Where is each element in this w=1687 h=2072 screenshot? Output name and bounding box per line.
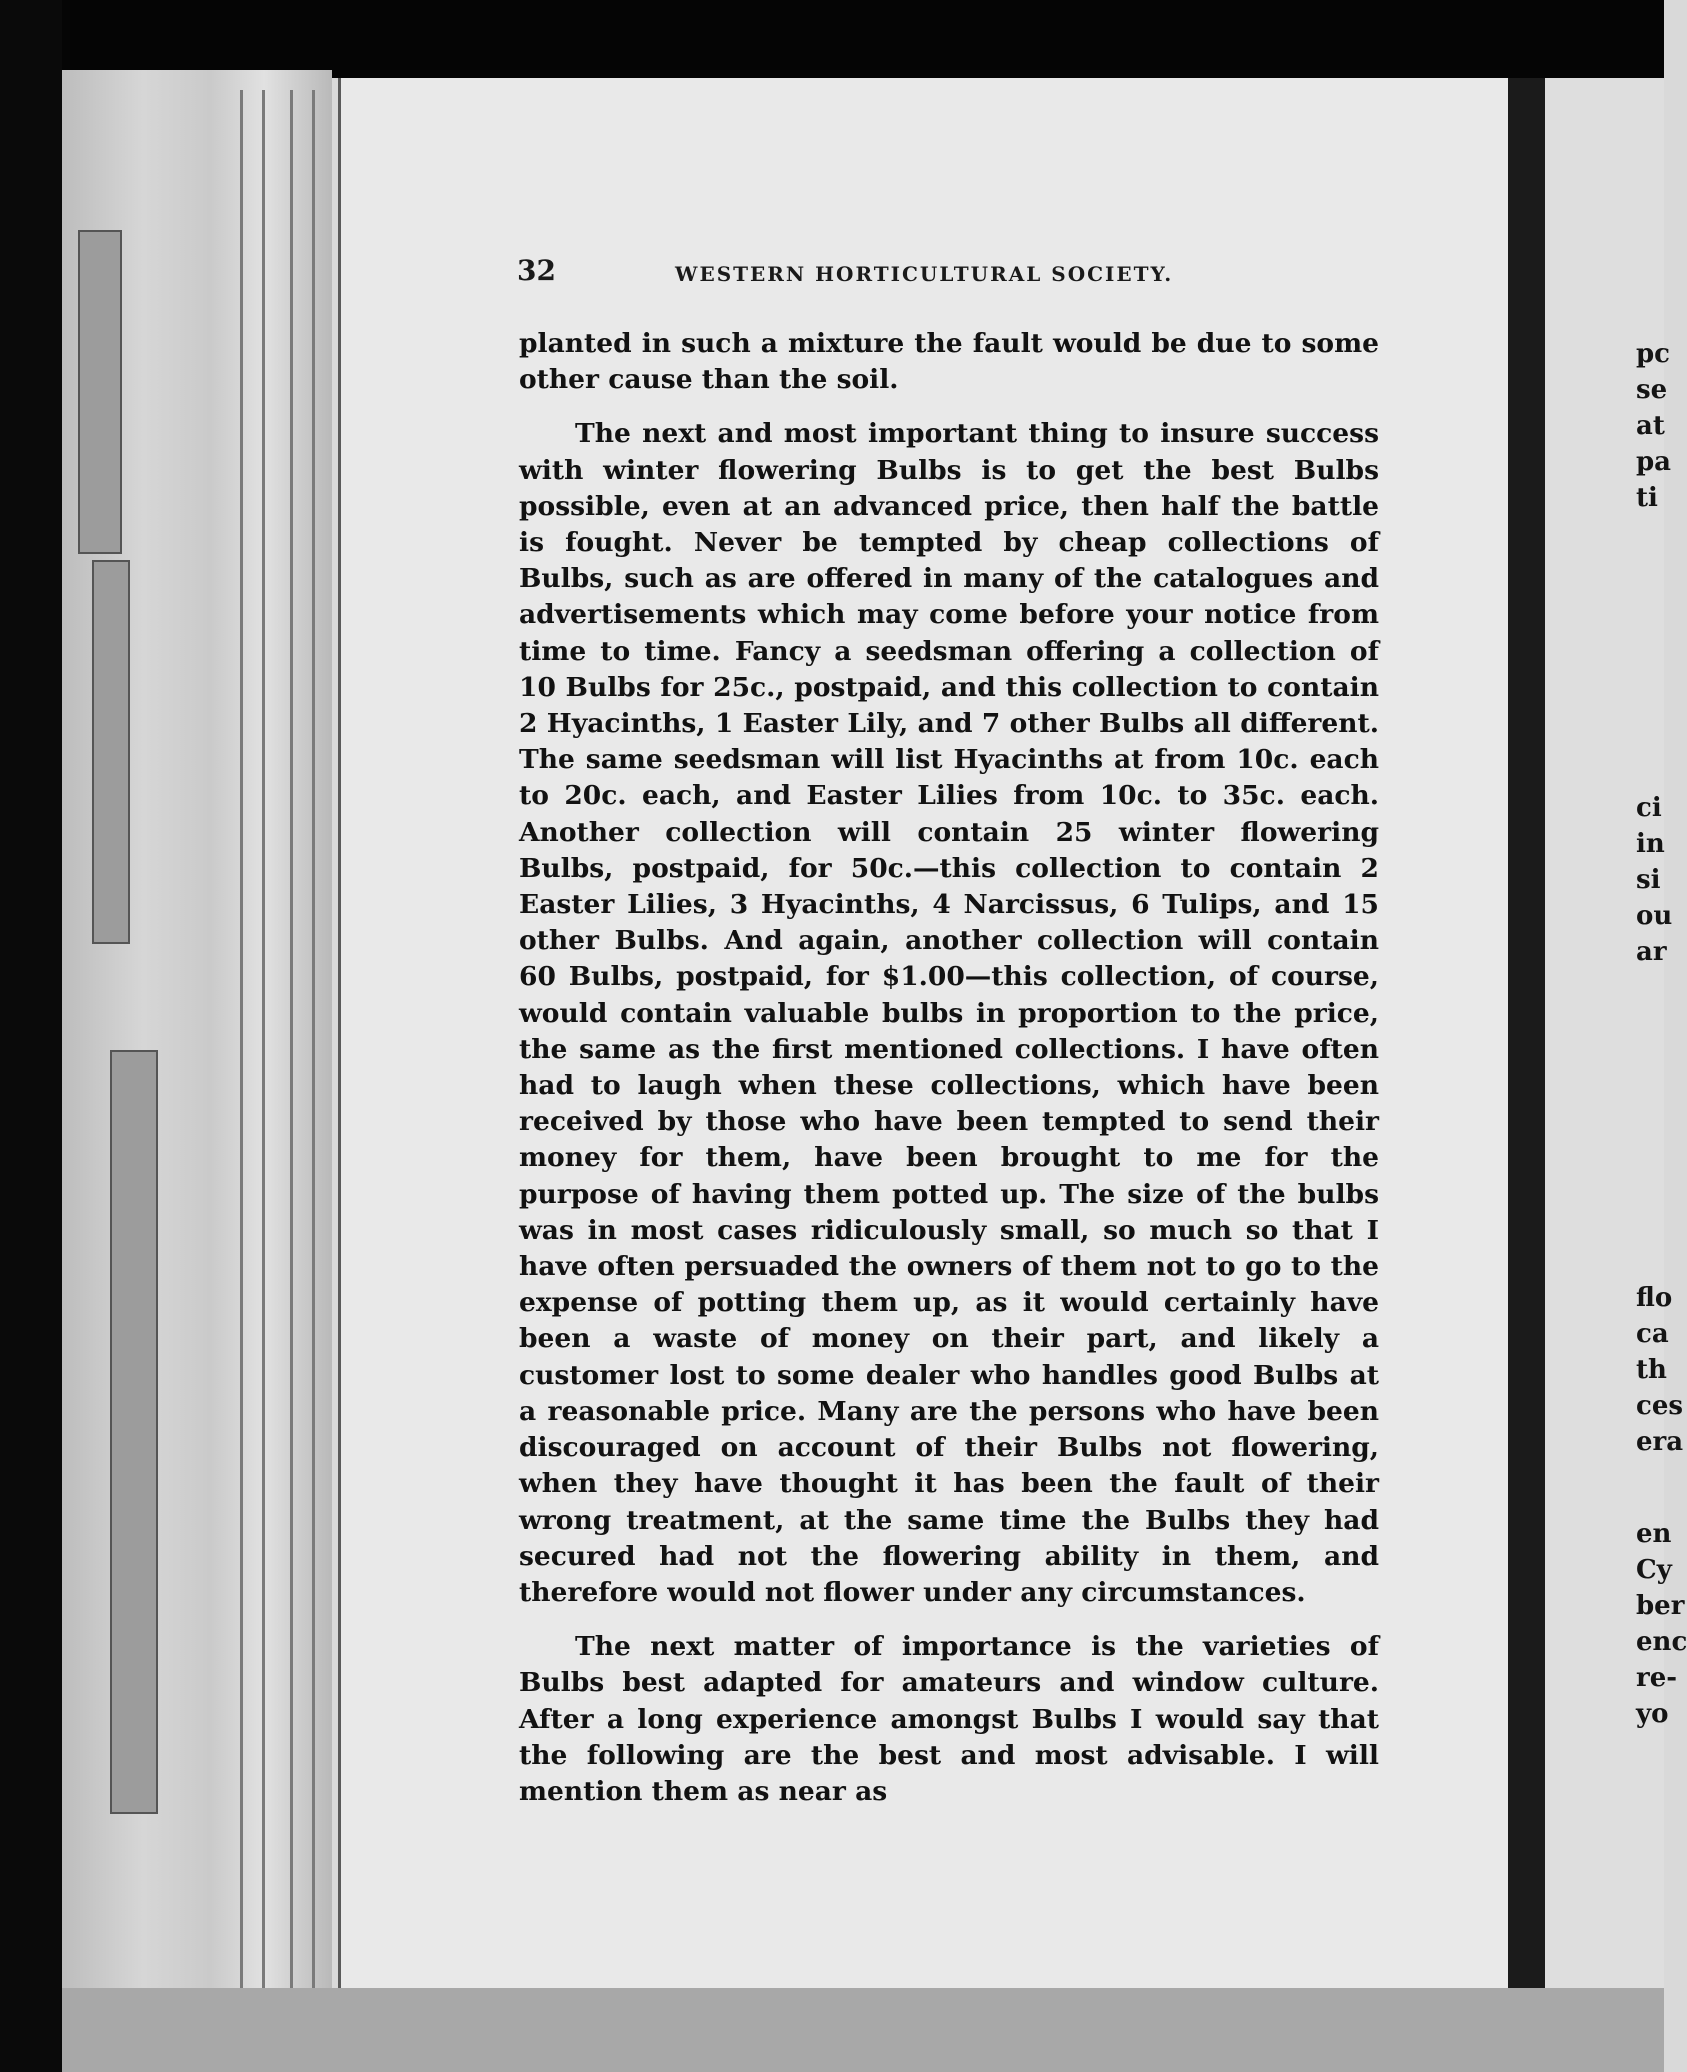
facing-page-text-fragment: ci in si ou ar — [1636, 793, 1673, 967]
torn-paper-strip — [78, 230, 122, 554]
page-edge-line — [290, 90, 293, 2025]
book-page — [338, 78, 1508, 1988]
paragraph: planted in such a mixture the fault would be due to some other cause than the soil. — [519, 328, 1379, 396]
scan-border-left — [0, 0, 62, 2072]
facing-page-text-fragment: pc se at pa ti — [1636, 339, 1672, 513]
torn-paper-strip — [110, 1050, 158, 1814]
scan-border-top — [0, 0, 1664, 78]
page-edge-line — [262, 90, 265, 2025]
torn-paper-strip — [92, 560, 130, 944]
page-number: 32 — [517, 254, 556, 287]
scan-border-bottom — [62, 1988, 1664, 2072]
page-edge-line — [240, 90, 243, 2025]
running-head: WESTERN HORTICULTURAL SOCIETY. — [675, 262, 1174, 286]
body-text — [519, 326, 1379, 1828]
page-edge-line — [312, 90, 315, 2025]
facing-page-text-fragment: flo ca th ces era — [1636, 1283, 1684, 1457]
paragraph: The next and most important thing to insure success with winter flowering Bulbs is to get the best Bulbs possible, even at an advanced price, then half the battle is fought. Never be tempted by cheap collections of Bulbs, such as are offered in many of the catalogues and advertisements which may come before your notice from time to time. Fancy a seedsman offering a collection of 10 Bulbs for 25c., postpaid, and this collection to contain 2 Hyacinths, 1 Easter Lily, and 7 other Bulbs all different. The same seedsman will list Hyacinths at from 10c. each to 20c. each, and Easter Lilies from 10c. to 35c. each. Another collection will contain 25 winter flowering Bulbs, postpaid, for 50c.—this collection to contain 2 Easter Lilies, 3 Hyacinths, 4 Narcissus, 6 Tulips, and 15 other Bulbs. And again, another collection will contain 60 Bulbs, postpaid, for $1.00—this collection, of course, would contain valuable bulbs in proportion to the price, the same as the first mentioned collections. I have often had to laugh when these collections, which have been received by those who have been tempted to send their money for them, have been brought to me for the purpose of having them potted up. The size of the bulbs was in most cases ridiculously small, so much so that I have often persuaded the owners of them not to go to the expense of potting them up, as it would certainly have been a waste of money on their part, and likely a customer lost to some dealer who handles good Bulbs at a reasonable price. Many are the persons who have been discouraged on account of their Bulbs not flowering, when they have thought it has been the fault of their wrong treatment, at the same time the Bulbs they had secured had not the flowering ability in them, and therefore would not flower under any circumstances. — [519, 418, 1379, 1608]
book-gutter — [1505, 78, 1545, 1988]
page-header — [517, 254, 1417, 294]
paragraph: The next matter of importance is the varieties of Bulbs best adapted for amateurs and window culture. After a long experience amongst Bulbs I would say that the following are the best and most advisable. I will mention them as near as — [519, 1631, 1379, 1807]
facing-page-text-fragment: en Cy ber enc re- yo — [1636, 1519, 1687, 1729]
